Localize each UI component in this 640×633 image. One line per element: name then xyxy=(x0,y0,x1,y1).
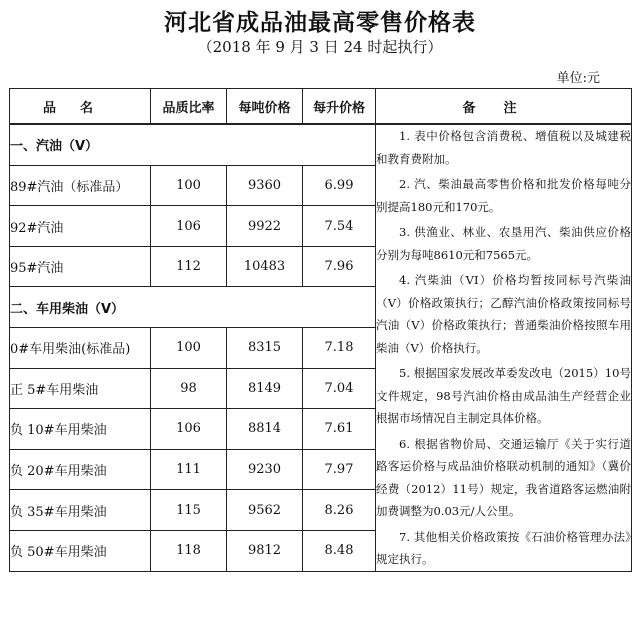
price-per-ton: 10483 xyxy=(227,246,303,287)
product-name: 负 35#车用柴油 xyxy=(10,490,151,531)
note-1: 1. 表中价格包含消费税、增值税以及城建税和教育费附加。 xyxy=(376,129,631,166)
price-per-liter: 7.97 xyxy=(303,449,376,490)
quality-ratio: 118 xyxy=(151,530,227,571)
price-per-ton: 8315 xyxy=(227,327,303,368)
quality-ratio: 115 xyxy=(151,490,227,531)
notes-cell xyxy=(376,124,632,571)
page-title: 河北省成品油最高零售价格表 xyxy=(164,10,476,36)
header-row xyxy=(10,89,632,125)
header-per-ton: 每吨价格 xyxy=(227,89,303,125)
note-3: 3. 供渔业、林业、农垦用汽、柴油供应价格分别为每吨8610元和7565元。 xyxy=(376,225,631,262)
quality-ratio: 106 xyxy=(151,206,227,247)
product-name: 0#车用柴油(标准品) xyxy=(10,327,151,368)
price-per-liter: 8.48 xyxy=(303,530,376,571)
price-table xyxy=(9,88,632,572)
quality-ratio: 100 xyxy=(151,327,227,368)
product-name: 负 20#车用柴油 xyxy=(10,449,151,490)
section-title: 二、车用柴油（V） xyxy=(10,287,376,328)
quality-ratio: 100 xyxy=(151,165,227,206)
product-name: 负 10#车用柴油 xyxy=(10,409,151,450)
price-per-ton: 9230 xyxy=(227,449,303,490)
price-per-ton: 9562 xyxy=(227,490,303,531)
price-per-liter: 8.26 xyxy=(303,490,376,531)
price-per-liter: 6.99 xyxy=(303,165,376,206)
effective-date: （2018 年 9 月 3 日 24 时起执行） xyxy=(197,38,443,56)
price-per-ton: 9812 xyxy=(227,530,303,571)
header-per-liter: 每升价格 xyxy=(303,89,376,125)
unit-label: 单位:元 xyxy=(556,71,600,86)
note-5: 5. 根据国家发展改革委发改电（2015）10号文件规定，98号汽油价格由成品油生产经营企业根据市场情况自主制定具体价格。 xyxy=(376,366,631,425)
note-2: 2. 汽、柴油最高零售价格和批发价格每吨分别提高180元和170元。 xyxy=(376,177,631,214)
quality-ratio: 111 xyxy=(151,449,227,490)
price-per-liter: 7.18 xyxy=(303,327,376,368)
product-name: 89#汽油（标准品） xyxy=(10,165,151,206)
price-per-ton: 8149 xyxy=(227,368,303,409)
price-per-ton: 9922 xyxy=(227,206,303,247)
price-per-ton: 9360 xyxy=(227,165,303,206)
quality-ratio: 98 xyxy=(151,368,227,409)
product-name: 负 50#车用柴油 xyxy=(10,530,151,571)
price-per-liter: 7.96 xyxy=(303,246,376,287)
price-per-liter: 7.61 xyxy=(303,409,376,450)
quality-ratio: 112 xyxy=(151,246,227,287)
price-per-liter: 7.04 xyxy=(303,368,376,409)
header-ratio: 品质比率 xyxy=(151,89,227,125)
note-7: 7. 其他相关价格政策按《石油价格管理办法》规定执行。 xyxy=(376,529,631,566)
header-name: 品名 xyxy=(10,89,151,125)
note-4: 4. 汽柴油（VI）价格均暂按同标号汽柴油（V）价格政策执行；乙醇汽油价格政策按同标号汽油（V）价格政策执行；普通柴油价格按照车用柴油（V）价格执行。 xyxy=(376,273,631,355)
product-name: 正 5#车用柴油 xyxy=(10,368,151,409)
quality-ratio: 106 xyxy=(151,409,227,450)
note-6: 6. 根据省物价局、交通运输厅《关于实行道路客运价格与成品油价格联动机制的通知》（冀价经费（2012）11号）规定，我省道路客运燃油附加费调整为0.03元/人公里。 xyxy=(376,436,631,518)
product-name: 92#汽油 xyxy=(10,206,151,247)
header-notes: 备注 xyxy=(376,89,632,125)
section-row-gasoline xyxy=(10,124,632,165)
price-per-liter: 7.54 xyxy=(303,206,376,247)
price-per-ton: 8814 xyxy=(227,409,303,450)
section-title: 一、汽油（V） xyxy=(10,124,376,165)
product-name: 95#汽油 xyxy=(10,246,151,287)
